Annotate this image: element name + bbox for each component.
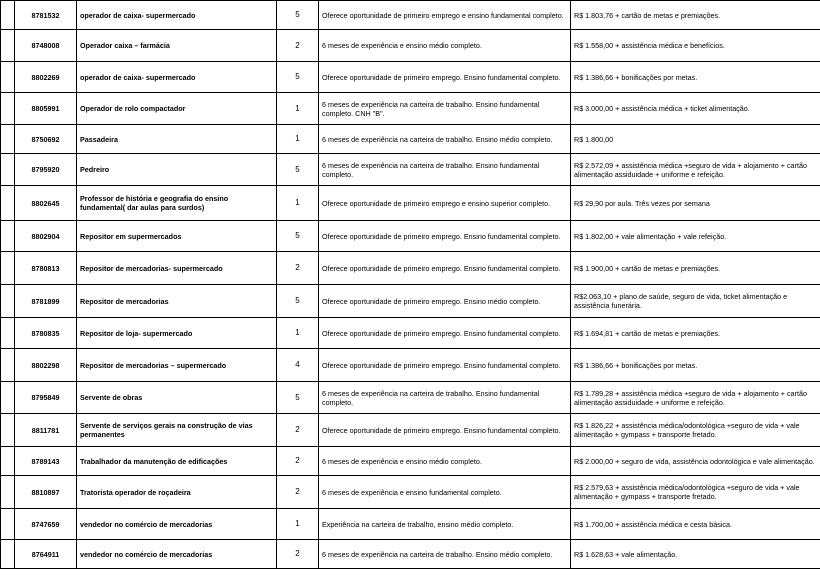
job-title-cell: Tratorista operador de roçadeira — [77, 476, 277, 509]
job-title-cell: Repositor de mercadorias — [77, 285, 277, 318]
vacancies-cell: 2 — [277, 447, 319, 476]
requirements-cell: 6 meses de experiência e ensino médio completo. — [319, 30, 571, 62]
job-title-cell: Trabalhador da manutenção de edificações — [77, 447, 277, 476]
row-marker-cell — [1, 154, 15, 186]
job-code-cell: 8810897 — [15, 476, 77, 509]
salary-cell: R$ 1.386,66 + bonificações por metas. — [571, 62, 820, 93]
row-marker-cell — [1, 447, 15, 476]
salary-cell: R$ 3.000,00 + assistência médica + ticket alimentação. — [571, 93, 820, 125]
vacancies-cell: 2 — [277, 540, 319, 569]
job-title-cell: Servente de obras — [77, 382, 277, 414]
job-title-cell: Repositor de mercadorias- supermercado — [77, 252, 277, 285]
vacancies-cell: 1 — [277, 93, 319, 125]
requirements-cell: 6 meses de experiência e ensino fundamental completo. — [319, 476, 571, 509]
row-marker-cell — [1, 476, 15, 509]
row-marker-cell — [1, 30, 15, 62]
requirements-cell: Oferece oportunidade de primeiro emprego. Ensino médio completo. — [319, 285, 571, 318]
requirements-cell: 6 meses de experiência e ensino médio completo. — [319, 447, 571, 476]
requirements-cell: Oferece oportunidade de primeiro emprego. Ensino fundamental completo. — [319, 252, 571, 285]
requirements-cell: Oferece oportunidade de primeiro emprego. Ensino fundamental completo. — [319, 414, 571, 447]
table-row — [1, 1, 820, 30]
vacancies-cell: 5 — [277, 1, 319, 30]
vacancies-cell: 5 — [277, 221, 319, 252]
job-code-cell: 8747659 — [15, 509, 77, 540]
job-code-cell: 8795849 — [15, 382, 77, 414]
requirements-cell: Experiência na carteira de trabalho, ensino médio completo. — [319, 509, 571, 540]
row-marker-cell — [1, 221, 15, 252]
requirements-cell: Oferece oportunidade de primeiro emprego. Ensino fundamental completo. — [319, 318, 571, 349]
table-row — [1, 476, 820, 509]
job-title-cell: Repositor de mercadorias – supermercado — [77, 349, 277, 382]
row-marker-cell — [1, 509, 15, 540]
vacancies-cell: 1 — [277, 318, 319, 349]
table-row — [1, 221, 820, 252]
job-title-cell: Repositor em supermercados — [77, 221, 277, 252]
salary-cell: R$ 1.800,00 — [571, 125, 820, 154]
job-code-cell: 8802269 — [15, 62, 77, 93]
salary-cell: R$ 1.558,00 + assistência médica e benefícios. — [571, 30, 820, 62]
vacancies-cell: 1 — [277, 509, 319, 540]
job-code-cell: 8802904 — [15, 221, 77, 252]
vacancies-cell: 2 — [277, 476, 319, 509]
row-marker-cell — [1, 1, 15, 30]
requirements-cell: Oferece oportunidade de primeiro emprego. Ensino fundamental completo. — [319, 349, 571, 382]
job-title-cell: vendedor no comércio de mercadorias — [77, 509, 277, 540]
job-title-cell: Pedreiro — [77, 154, 277, 186]
job-code-cell: 8764911 — [15, 540, 77, 569]
vacancies-cell: 5 — [277, 285, 319, 318]
job-code-cell: 8802298 — [15, 349, 77, 382]
requirements-cell: Oferece oportunidade de primeiro emprego. Ensino fundamental completo. — [319, 62, 571, 93]
row-marker-cell — [1, 382, 15, 414]
requirements-cell: 6 meses de experiência na carteira de trabalho. Ensino fundamental completo. — [319, 382, 571, 414]
job-title-cell: vendedor no comércio de mercadorias — [77, 540, 277, 569]
requirements-cell: Oferece oportunidade de primeiro emprego e ensino fundamental completo. — [319, 1, 571, 30]
vacancies-cell: 1 — [277, 186, 319, 221]
salary-cell: R$ 29,90 por aula. Três vezes por semana — [571, 186, 820, 221]
requirements-cell: Oferece oportunidade de primeiro emprego e ensino superior completo. — [319, 186, 571, 221]
table-row — [1, 30, 820, 62]
job-code-cell: 8780835 — [15, 318, 77, 349]
salary-cell: R$ 1.803,76 + cartão de metas e premiações. — [571, 1, 820, 30]
job-code-cell: 8750692 — [15, 125, 77, 154]
row-marker-cell — [1, 125, 15, 154]
salary-cell: R$ 1.802,00 + vale alimentação + vale refeição. — [571, 221, 820, 252]
vacancies-cell: 2 — [277, 414, 319, 447]
job-title-cell: Professor de história e geografia do ensino fundamental( dar aulas para surdos) — [77, 186, 277, 221]
job-title-cell: Passadeira — [77, 125, 277, 154]
job-code-cell: 8795920 — [15, 154, 77, 186]
table-row — [1, 125, 820, 154]
job-code-cell: 8811781 — [15, 414, 77, 447]
row-marker-cell — [1, 252, 15, 285]
row-marker-cell — [1, 349, 15, 382]
table-row — [1, 509, 820, 540]
row-marker-cell — [1, 540, 15, 569]
salary-cell: R$ 1.628,63 + vale alimentação. — [571, 540, 820, 569]
row-marker-cell — [1, 62, 15, 93]
salary-cell: R$ 2.572,09 + assistência médica +seguro de vida + alojamento + cartão alimentação assiduidade + uniforme e refeição. — [571, 154, 820, 186]
vacancies-cell: 5 — [277, 382, 319, 414]
job-title-cell: Operador de rolo compactador — [77, 93, 277, 125]
vacancies-cell: 2 — [277, 252, 319, 285]
table-row — [1, 154, 820, 186]
job-code-cell: 8780813 — [15, 252, 77, 285]
job-code-cell: 8781532 — [15, 1, 77, 30]
table-row — [1, 382, 820, 414]
vacancies-cell: 2 — [277, 30, 319, 62]
salary-cell: R$ 1.694,81 + cartão de metas e premiações. — [571, 318, 820, 349]
salary-cell: R$ 2.000,00 + seguro de vida, assistência odontológica e vale alimentação. — [571, 447, 820, 476]
vacancies-cell: 4 — [277, 349, 319, 382]
salary-cell: R$ 1.826,22 + assistência médica/odontológica +seguro de vida + vale alimentação + gympass + transporte fretado. — [571, 414, 820, 447]
row-marker-cell — [1, 414, 15, 447]
job-code-cell: 8789143 — [15, 447, 77, 476]
job-code-cell: 8802645 — [15, 186, 77, 221]
job-code-cell: 8805991 — [15, 93, 77, 125]
table-row — [1, 540, 820, 569]
job-title-cell: operador de caixa- supermercado — [77, 62, 277, 93]
table-row — [1, 252, 820, 285]
table-row — [1, 62, 820, 93]
table-body — [1, 1, 820, 569]
salary-cell: R$2.063,10 + plano de saúde, seguro de vida, ticket alimentação e assistência funerária. — [571, 285, 820, 318]
job-code-cell: 8748008 — [15, 30, 77, 62]
table-row — [1, 285, 820, 318]
vacancies-cell: 1 — [277, 125, 319, 154]
job-title-cell: operador de caixa- supermercado — [77, 1, 277, 30]
table-row — [1, 318, 820, 349]
requirements-cell: 6 meses de experiência na carteira de trabalho. Ensino fundamental completo. CNH "B". — [319, 93, 571, 125]
vacancies-cell: 5 — [277, 154, 319, 186]
requirements-cell: 6 meses de experiência na carteira de trabalho. Ensino médio completo. — [319, 540, 571, 569]
job-code-cell: 8781899 — [15, 285, 77, 318]
table-row — [1, 93, 820, 125]
table-row — [1, 447, 820, 476]
table-row — [1, 414, 820, 447]
salary-cell: R$ 1.700,00 + assistência médica e cesta básica. — [571, 509, 820, 540]
salary-cell: R$ 2.579,63 + assistência médica/odontológica +seguro de vida + vale alimentação + gympass + transporte fretado. — [571, 476, 820, 509]
salary-cell: R$ 1.900,00 + cartão de metas e premiações. — [571, 252, 820, 285]
job-title-cell: Servente de serviços gerais na construção de vias permanentes — [77, 414, 277, 447]
table-row — [1, 349, 820, 382]
salary-cell: R$ 1.386,66 + bonificações por metas. — [571, 349, 820, 382]
requirements-cell: 6 meses de experiência na carteira de trabalho. Ensino fundamental completo. — [319, 154, 571, 186]
row-marker-cell — [1, 93, 15, 125]
row-marker-cell — [1, 285, 15, 318]
requirements-cell: 6 meses de experiência na carteira de trabalho. Ensino médio completo. — [319, 125, 571, 154]
job-title-cell: Repositor de loja- supermercado — [77, 318, 277, 349]
requirements-cell: Oferece oportunidade de primeiro emprego. Ensino fundamental completo. — [319, 221, 571, 252]
table-row — [1, 186, 820, 221]
vacancies-cell: 5 — [277, 62, 319, 93]
salary-cell: R$ 1.789,28 + assistência médica +seguro de vida + alojamento + cartão alimentação assiduidade + uniforme e refeição. — [571, 382, 820, 414]
row-marker-cell — [1, 186, 15, 221]
job-title-cell: Operador caixa – farmácia — [77, 30, 277, 62]
row-marker-cell — [1, 318, 15, 349]
